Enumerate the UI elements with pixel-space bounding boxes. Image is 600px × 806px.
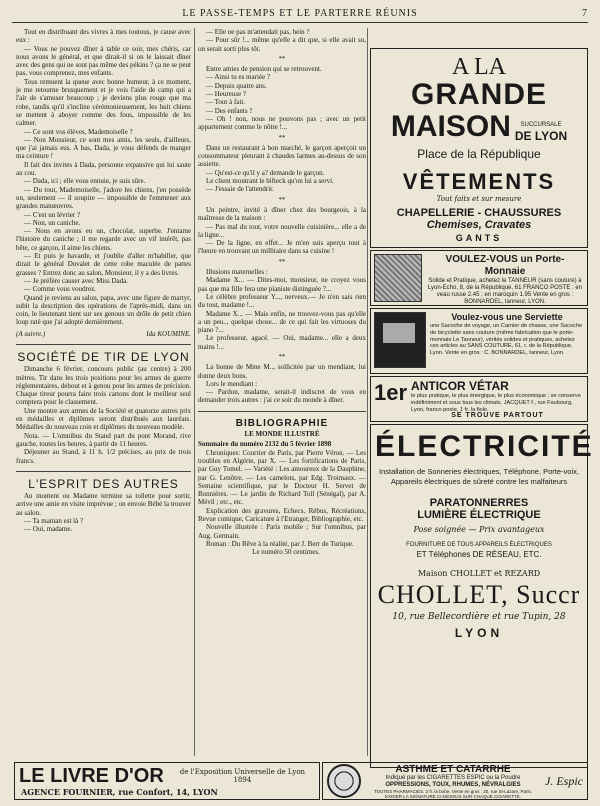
joke-line: — Depuis quatre ans. (206, 81, 267, 90)
story-paragraph: — Ce sont vos élèves, Mademoiselle ? (24, 127, 133, 136)
ad-porte-monnaie-body: Solide et Pratique, achetez le TANNEUR (sans couture) à Lyon-Echo, 8, de la République, 61 FRANCO POSTE : en veau russe 2.45 ; en maroquin 1.95 Vente en gros : BONNARDEL, tanneur, LYON. (427, 278, 583, 305)
story-body (16, 28, 191, 327)
ad-tout-faits: Tout faits et sur mesure (436, 195, 522, 203)
ad-succursale-block (515, 122, 567, 143)
story-paragraph: — Et puis je bavarde, et j'oublie d'aller m'habiller, que dirait le général Duvalet de cette robe maculée de pattes grasses ? Entrez donc au salon, Monsieur, il y a des livres. (16, 252, 191, 277)
ad-electricite (370, 424, 594, 768)
ad-grande-maison (370, 48, 588, 248)
joke-line: — Des enfants ? (206, 106, 253, 115)
ad-maison-row (371, 111, 587, 143)
story-paragraph: Tout en distribuant des vivres à mes toutous, je cause avec eux : (16, 28, 191, 45)
section-paragraph: Déjeuner au Stand, à 11 h. 1/2 précises, au prix de trois francs. (16, 448, 191, 465)
ad-asthme-text (365, 764, 541, 799)
ad-succursale: SUCCURSALE (520, 122, 562, 128)
ad-asthme-title: ASTHME ET CATARRHE (395, 763, 511, 775)
ad-grande: GRANDE (410, 78, 547, 111)
story-paragraph: — Non Monsieur, ce sont mes amis, les seuls, d'ailleurs, que j'ai jamais eus. A bas, Dada, je vous défends de manger ma ceinture ! (16, 135, 191, 161)
seal-icon (327, 764, 361, 798)
ad-asthme (322, 762, 588, 800)
ad-de-lyon: DE LYON (514, 129, 568, 143)
biblio-price: Le numéro 50 centimes. (252, 548, 320, 557)
ad-anticor-body: le plus pratique, le plus énergique, le plus économique ; se conserve indéfiniment et sous tous les climats. JACQUET f., rue Faubourg, Lyon, franco poste, 1 fr. la fiole. (411, 393, 581, 413)
biblio-paragraph: Explication des gravures, Echecs, Rébus, Récréations, Revue comique, Caricature à l'Etranger, Bibliographie, etc. (198, 506, 366, 524)
section-tir-body (16, 365, 191, 465)
section-paragraph: Au moment ou Madame termine sa toilette pour sortir, arrive une amie en visite imprévue ; on envoie Bébé la trouver au salon. (16, 492, 191, 517)
section-esprit-body (16, 492, 191, 533)
column-2 (198, 28, 366, 756)
section-paragraph: Une montre aux armes de la Société et quatorze autres prix en médailles et diplômes seront distribués aux lauréats. Médailles du nouveau coin et diplômes du nouveau modèle. (16, 406, 191, 432)
ad-chemises: Chemises, Cravates (426, 219, 532, 231)
joke-line: — Tout à fait. (206, 98, 246, 107)
biblio-paragraph: Chroniques: Courrier de Paris, par Pierre Véron. — Les troubles en Algérie, par X. — Les fortifications de Paris, par Guy Tomel. — Variété : Les amoureux de la Dauphine, par G. Lenôtre. — Les camelots, par Edg. Troimaux. — Semaine scientifique, par le Docteur H. Servet de Bonnières. — Le jardin de Richard Toll (Sénégal), par A. Mévil ; etc., etc. (198, 448, 366, 507)
signature-icon: J. Espic (545, 773, 583, 788)
divider (198, 411, 366, 412)
column-1 (16, 28, 191, 754)
story-paragraph: Quand je reviens au salon, papa, avec une figure de martyr, subit la description des opérations de l'après-midi, dans un coin, le lieutenant tient sur ses genoux un drôle de petit chien loup raté que j'ai adopté dernièrement. (16, 293, 191, 327)
separator: ** (278, 257, 286, 266)
section-paragraph: — Ta maman est là ? (24, 517, 84, 526)
ad-gants: GANTS (455, 233, 503, 243)
divider (16, 344, 191, 345)
ad-livre-dor-title: LE LIVRE D'OR (19, 765, 164, 787)
joke-line: Madame X... — Dites-moi, monsieur, ne croyez vous pas que ma fille fera une pianiste distinguée ?... (198, 276, 366, 293)
ad-serviette-text (430, 312, 584, 370)
ad-electricite-install: Installation de Sonneries électriques, Téléphone, Porte-voix, Appareils électriques de sûreté contre les malfaiteurs (379, 467, 579, 486)
biblio-paragraph: Roman : Du Rêve à la réalité, par J. Berr de Turique. (206, 539, 354, 548)
ad-chollet-lyon: LYON (454, 626, 504, 640)
ad-serviette (370, 308, 588, 374)
ad-anticor-title: ANTICOR VÉTAR (411, 379, 509, 393)
joke-line: Le client montrant le bifteck qu'on lui a servi. (206, 177, 334, 186)
ad-anticor-first: 1er (374, 380, 408, 405)
to-be-continued: (A suivre.) (16, 329, 46, 338)
joke-line: Dans un restaurant à bon marché, le garçon aperçoit un consommateur pleurant à chaudes larmes au-dessus de son assiette. (198, 143, 366, 169)
section-title-tir: SOCIÉTÉ DE TIR DE LYON (17, 349, 190, 364)
joke-line: — Qu'est-ce qu'il y a? demande le garçon. (206, 168, 325, 177)
ad-vetements: VÊTEMENTS (402, 169, 556, 194)
separator: ** (278, 54, 286, 63)
joke-line: — De la ligne, en effet... Je m'en suis aperçu tout à l'heure en trouvant un millitaire dans sa cuisine ! (198, 239, 366, 256)
joke-line: — Pardon, madame, serait-il indiscret de vous en demander trois autres : j'ai ce soir du monde à dîner. (198, 388, 366, 405)
ad-anticor-trouve: SE TROUVE PARTOUT (451, 412, 544, 420)
ad-a-la: A LA (452, 54, 506, 80)
joke-line: — Pour sûr !... même qu'elle a dit que, si elle avait su, on serait sorti plus tôt. (198, 36, 366, 53)
joke-line: — Elle ne pas m'attendait pas, hein ? (206, 28, 310, 36)
ad-porte-monnaie (370, 250, 588, 306)
ad-chollet: CHOLLET, Succr (377, 580, 581, 609)
biblio-subtitle: LE MONDE ILLUSTRÉ (244, 430, 320, 439)
ad-anticor (370, 376, 588, 422)
story-paragraph: Il fait des invites à Dada, personne expansive qui lui saute au cou. (16, 160, 191, 178)
ads-column (370, 48, 594, 778)
joke-line: Le professeur, agacé. — Oui, madame... elle a deux mains !... (198, 334, 366, 351)
ad-paratonnerres: PARATONNERRES (429, 497, 529, 509)
section-paragraph: Nota. — L'omnibus du Stand part du pont Morand, rive gauche, toutes les heures, à partir de 11 heures. (16, 431, 191, 448)
biblio-paragraph: Nouvelle illustrée : Paris mobile ; Sur l'omnibus, par Aug. Germain. (198, 523, 366, 540)
ad-asthme-indique: Indiqué par les CIGARETTES ESPIC ou la Poudre (385, 774, 521, 781)
ad-chollet-address: 10, rue Bellecordière et rue Tupin, 28 (392, 612, 566, 622)
joke-line: Madame X... — Mais enfin, ne trouvez-vous pas qu'elle a un peu.., quelque chose... de ce qui fait les virtuoses du piano ?... (198, 309, 366, 335)
author-name: Ida KOUMINE. (146, 329, 191, 338)
joke-line: Entre amies de pension qui se retrouvent. (206, 65, 322, 74)
ad-telephones: ET Téléphones DE RÉSEAU, ETC. (416, 550, 542, 559)
story-paragraph: — C'est un lévrier ? (24, 210, 81, 219)
column-rule (194, 28, 195, 756)
story-paragraph: — Vous ne pouvez dîner à table ce soir, mes chéris, car nous avons le général, et que dirait-il si on le laissait dîner avec des gens qui ne sont pas même des pékins ? ça ne se peut pas, vous comprenez, mes enfants. (16, 44, 191, 78)
joke-line: — Ainsi tu es mariée ? (206, 73, 270, 82)
ad-electricite-title: ÉLECTRICITÉ (375, 430, 594, 463)
biblio-summary: Sommaire du numéro 2132 du 5 février 1898 (198, 440, 332, 449)
ad-serviette-title: Voulez-vous une Serviette (451, 312, 563, 322)
ad-livre-dor-agence: AGENCE FOURNIER, rue Confort, 14, LYON (21, 787, 218, 797)
story-paragraph: Tous remuent la queue avec bonne humeur, à ce moment, je me retourne brusquement et je vois l'aide de camp qui a l'air de s'amuser beaucoup ; je deviens plus rouge que ma robe, tandis qu'il s'incline cérémonieusement, les huit chiens se mettent à aboyer comme des fous, impossible de les calmer. (16, 77, 191, 128)
ad-porte-monnaie-text (426, 254, 584, 305)
story-paragraph: — Je préfère causer avec Miss Dada. (24, 276, 128, 285)
story-signature (16, 330, 191, 338)
biblio-title: BIBLIOGRAPHIE (235, 417, 329, 429)
ad-chapellerie: CHAPELLERIE - CHAUSSURES (396, 207, 562, 219)
joke-line: — Heureuse ? (206, 90, 247, 99)
ad-livre-dor (14, 762, 320, 800)
section-title-esprit: L'ESPRIT DES AUTRES (28, 476, 179, 491)
ad-maison: MAISON (390, 110, 511, 143)
story-paragraph: — Non, un caniche. (24, 218, 81, 227)
joke-line: La bonne de Mme M.., sollicitée par un mendiant, lui donne deux bons. (198, 363, 366, 380)
story-paragraph: — Nous en avons eu un, chocolat, superbe. J'entame l'histoire du caniche ; il me regarde avec un vif intérêt, pas bête, ce garçon, il aime les chiens. (16, 227, 191, 252)
ad-asthme-small: TOUTES PHARMACIES. 2 fr. la boîte. Vente en gros : 20, rue St-Lazare, Paris. EXIGER LA SIGNATURE CI-DESSUS SUR CHAQUE CIGARETTE. (374, 788, 532, 799)
joke-line: — Oh ! non, nous ne pouvons pas ; avec un petit appartement comme le nôtre !... (198, 114, 366, 132)
section-paragraph: — Oui, madame. (24, 525, 73, 534)
ad-pose: Pose soignée — Prix avantageux (413, 525, 545, 534)
briefcase-illustration (374, 312, 426, 368)
page-header (12, 6, 588, 22)
joke-line: Illusions maternelles : (206, 268, 268, 277)
separator: ** (278, 352, 286, 361)
ad-maison-chollet: Maison CHOLLET et REZARD (417, 569, 541, 578)
ad-asthme-oppressions: OPPRESSIONS, TOUX, RHUMES, NÉVRALGIES (385, 781, 521, 788)
divider (16, 471, 191, 472)
ad-livre-dor-expo: de l'Exposition Universelle de Lyon 1894 (179, 768, 306, 784)
ad-fourniture: FOURNITURE DE TOUS APPAREILS ÉLECTRIQUES (406, 542, 552, 548)
joke-line: — J'essaie de l'attendrir. (206, 185, 274, 194)
joke-line: Un peintre, invité à dîner chez des bourgeois, à la maîtresse de la maison : (198, 205, 366, 223)
separator: ** (278, 133, 286, 142)
header-title: LE PASSE-TEMPS ET LE PARTERRE RÉUNIS (182, 8, 418, 19)
header-rule (12, 22, 588, 23)
ad-place: Place de la République (417, 147, 541, 161)
ad-porte-monnaie-title: VOULEZ-VOUS un Porte-Monnaie (445, 254, 565, 277)
ad-anticor-text (411, 380, 584, 418)
separator: ** (278, 195, 286, 204)
story-paragraph: — Comme vous voudrez. (24, 285, 96, 294)
wallet-illustration (374, 254, 422, 302)
story-paragraph: — Dada, ici ; elle vous ennuie, je suis sûre. (24, 177, 146, 186)
column-rule (367, 28, 368, 756)
joke-line: — Pas mal du tout, votre nouvelle cuisinière... elle a de la ligne... (198, 222, 366, 239)
joke-line: Lors le mendiant : (206, 379, 258, 388)
story-paragraph: — Du tout, Mademoiselle, j'adore les chiens, j'en possède un, seulement — il soupire — impossible de l'emmener aux grandes manœuvres. (16, 185, 191, 211)
section-paragraph: Dimanche 6 février, concours public (au centre) à 200 mètres. Tir dans les trois positions pour les armes de guerre réglementaires, debout et à genou pour les armes de précision. Chaque tireur pourra faire trois cartons dont le meilleur seul comptera pour le classement. (16, 365, 191, 407)
ad-lumiere: LUMIÈRE ÉLECTRIQUE (417, 509, 541, 521)
page-number: 7 (582, 8, 588, 19)
ad-serviette-body: une Sacoche de voyage, un Carnier de chasse, une Sacoche de bicyclette sans couture (même fabrication que le porte-monnaie Le Tanneur), vérités solides et pratiques, achetez ces articles au SANS COUTURE, 61, r. de la République, Lyon. Vente en gros : C. BONNARDEL, tanneur, Lyon. (430, 323, 583, 357)
joke-line: Le célèbre professeur Y..., nerveux.— Je n'en sais rien du tout, madame !... (198, 292, 366, 310)
